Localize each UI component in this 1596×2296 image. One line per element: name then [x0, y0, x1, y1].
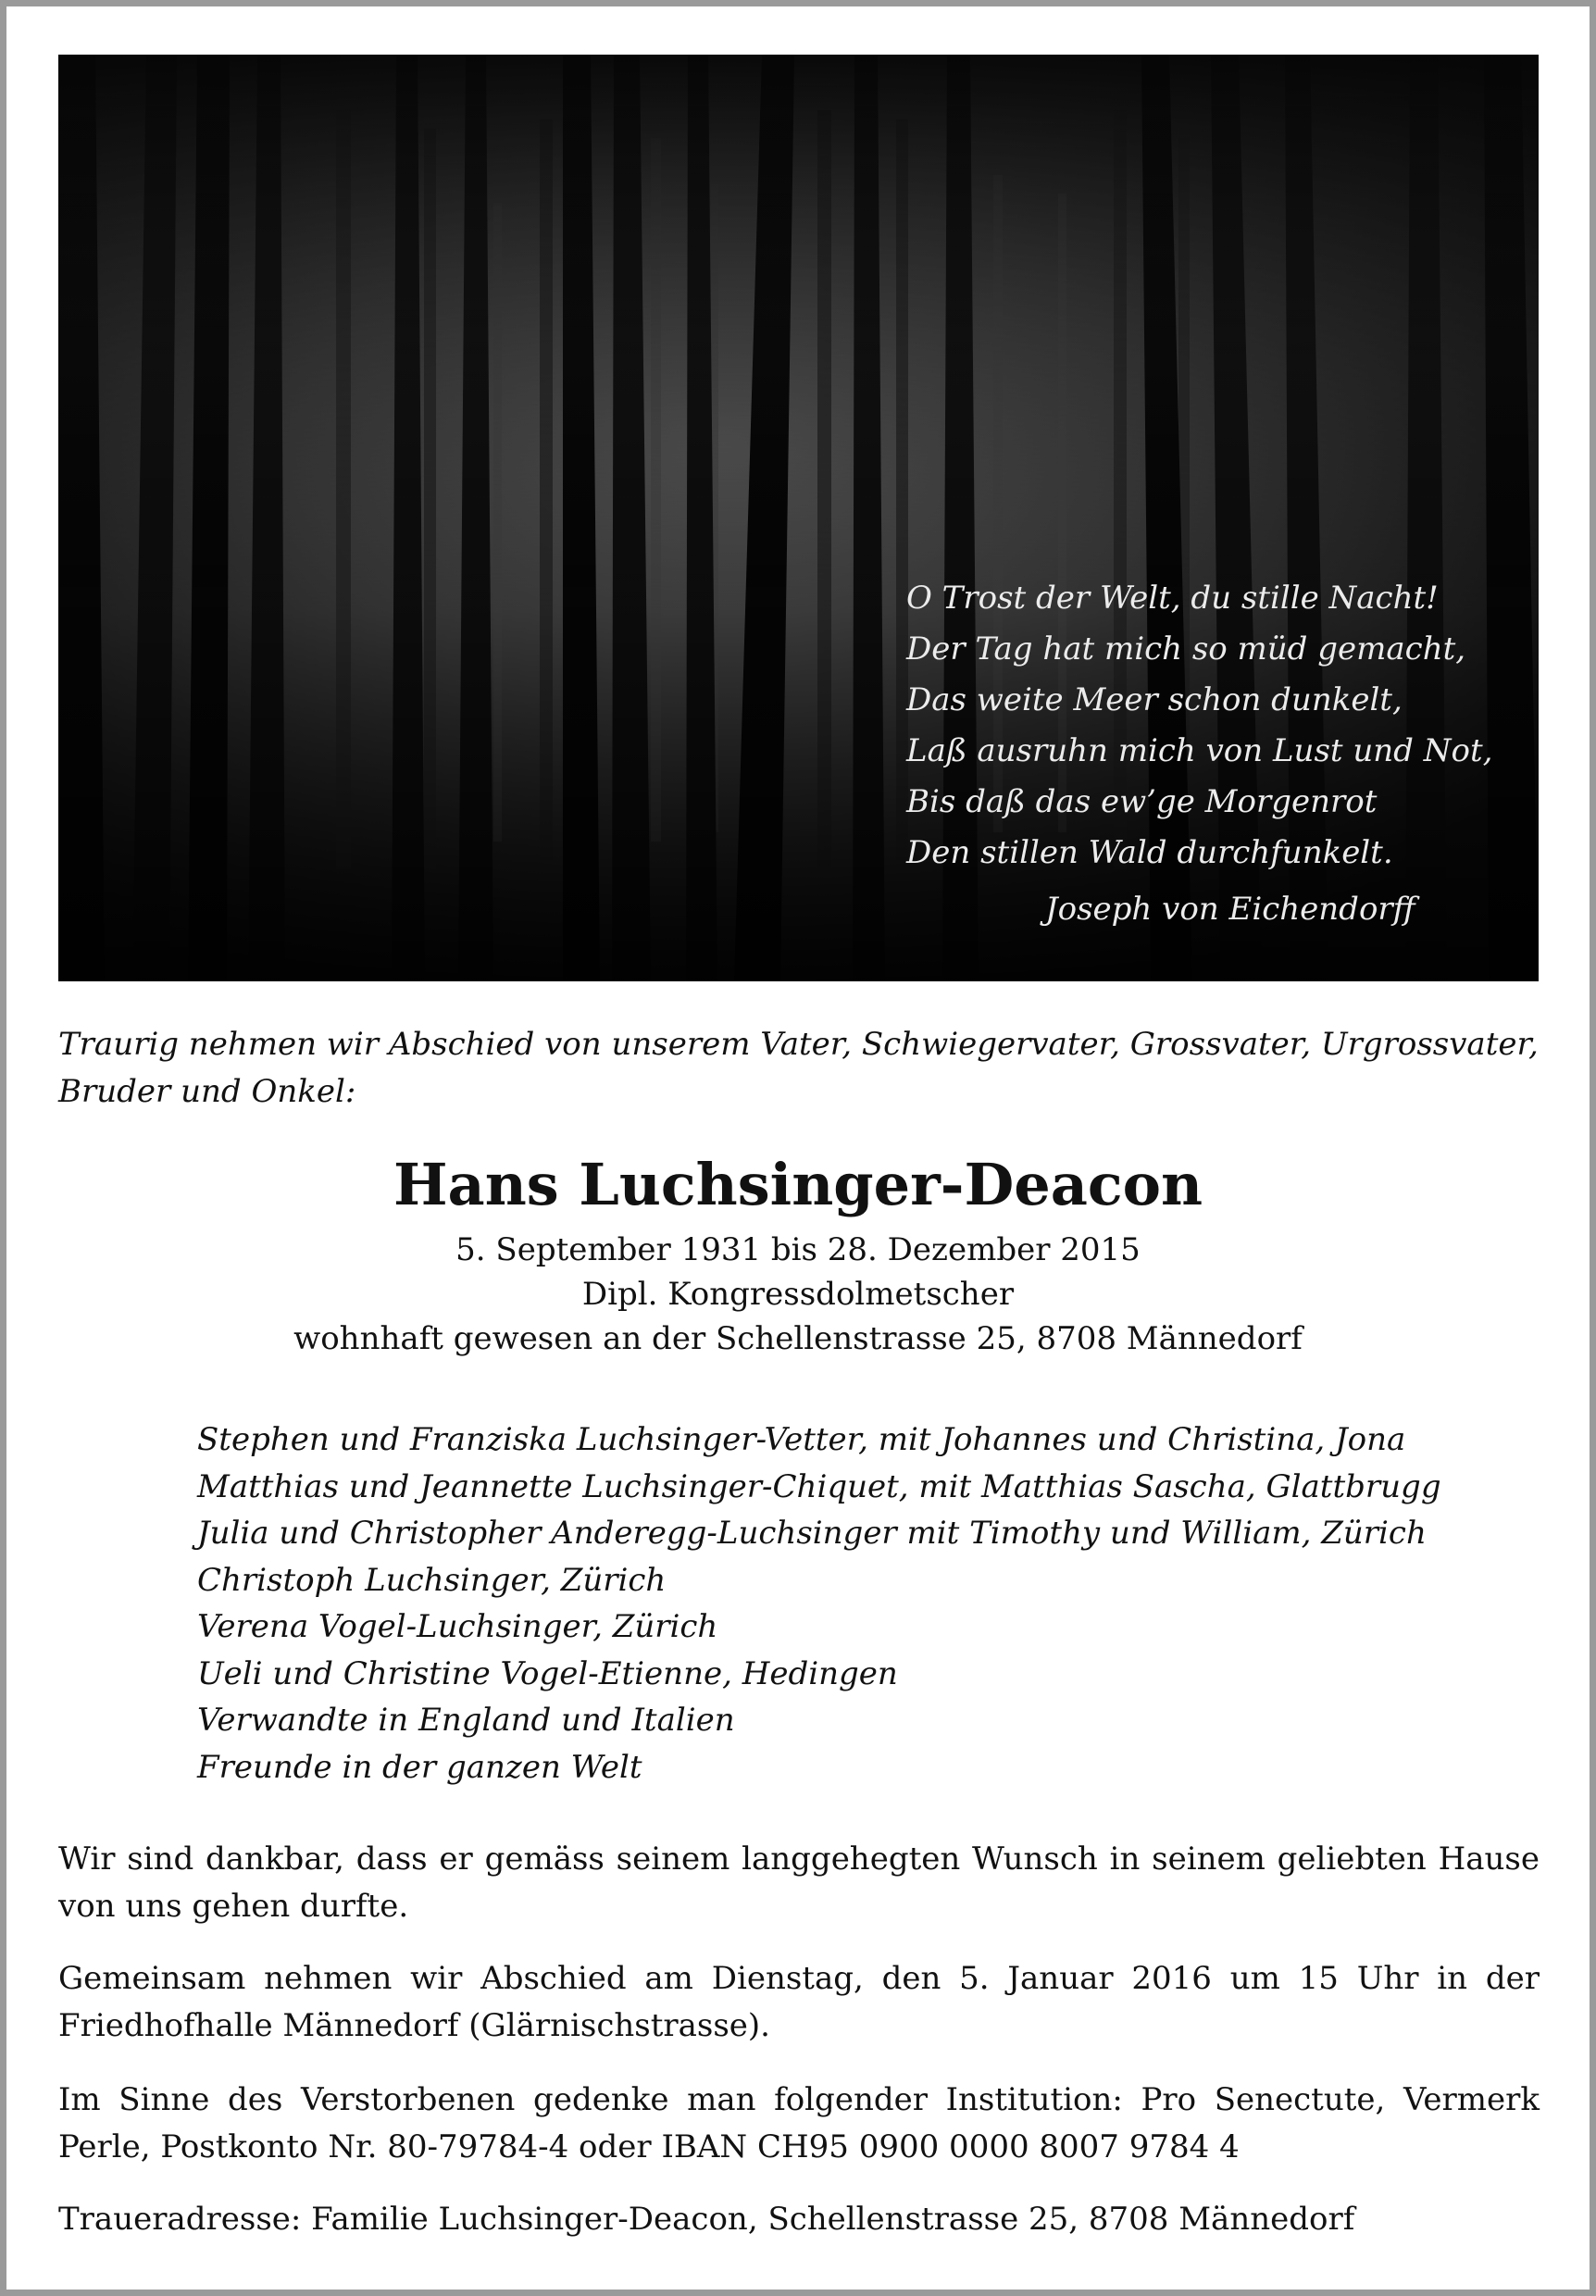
deceased-name: Hans Luchsinger-Deacon: [393, 1151, 1203, 1218]
poem-line: Der Tag hat mich so müd gemacht,: [906, 630, 1466, 668]
poem-line: Bis daß das ew’ge Morgenrot: [906, 783, 1378, 820]
mourner-entry: Matthias und Jeannette Luchsinger-Chiquet, mit Matthias Sascha, Glattbrugg: [197, 1467, 1441, 1505]
mourner-entry: Ueli und Christine Vogel-Etienne, Hedingen: [197, 1654, 898, 1692]
mourner-entry: Verena Vogel-Luchsinger, Zürich: [197, 1608, 718, 1645]
poem: [906, 573, 1517, 935]
poem-author: Joseph von Eichendorff: [1045, 891, 1415, 928]
mourner-entry: Christoph Luchsinger, Zürich: [197, 1561, 667, 1599]
deceased-info: [0, 1228, 1596, 1361]
mourner-entry: Verwandte in England und Italien: [197, 1702, 735, 1739]
poem-line: Laß ausruhn mich von Lust und Not,: [906, 732, 1493, 769]
donation-paragraph: Im Sinne des Verstorbenen gedenke man folgender Institution: Pro Senectute, Vermerk Perle, Postkonto Nr. 80-79784-4 oder IBAN CH95 0900 0000 8007 9784 4: [58, 2081, 1540, 2165]
poem-line: Den stillen Wald durchfunkelt.: [906, 834, 1393, 871]
life-dates: 5. September 1931 bis 28. Dezember 2015: [455, 1231, 1141, 1268]
mourner-entry: Freunde in der ganzen Welt: [197, 1748, 642, 1786]
gratitude-paragraph: Wir sind dankbar, dass er gemäss seinem langgehegten Wunsch in seinem geliebten Hause von uns gehen durfte.: [58, 1841, 1540, 1925]
mourners-list: [197, 1416, 1493, 1791]
mourner-entry: Julia und Christopher Anderegg-Luchsinger mit Timothy und William, Zürich: [197, 1515, 1427, 1552]
mourner-entry: Stephen und Franziska Luchsinger-Vetter, mit Johannes und Christina, Jona: [197, 1421, 1406, 1458]
mourning-address: Traueradresse: Familie Luchsinger-Deacon, Schellenstrasse 25, 8708 Männedorf: [58, 2201, 1355, 2238]
intro-text: Traurig nehmen wir Abschied von unserem Vater, Schwiegervater, Grossvater, Urgrossvater, Bruder und Onkel:: [58, 1026, 1539, 1110]
residence: wohnhaft gewesen an der Schellenstrasse 25, 8708 Männedorf: [293, 1320, 1303, 1357]
profession: Dipl. Kongressdolmetscher: [581, 1276, 1015, 1313]
farewell-paragraph: Gemeinsam nehmen wir Abschied am Dienstag, den 5. Januar 2016 um 15 Uhr in der Friedhofhalle Männedorf (Glärnischstrasse).: [58, 1960, 1540, 2044]
poem-line: Das weite Meer schon dunkelt,: [906, 681, 1403, 718]
forest-photo: [58, 55, 1539, 981]
poem-line: O Trost der Welt, du stille Nacht!: [906, 580, 1439, 617]
